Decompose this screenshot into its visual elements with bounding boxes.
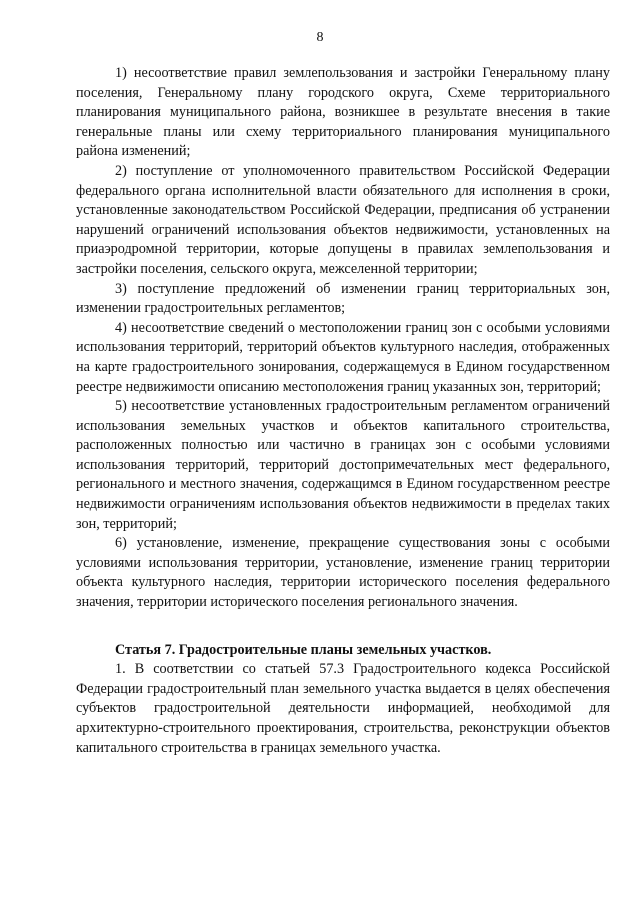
article-heading: Статья 7. Градостроительные планы земельных участков. <box>115 641 492 658</box>
document-body <box>76 64 610 758</box>
list-item-4: 4) несоответствие сведений о местоположении границ зон с особыми условиями использования территорий, территорий объектов культурного наследия, отображенных на карте градостроительного зонирования, содержащемуся в Едином государственном реестре недвижимости описанию местоположения границ указанных зон, территорий; <box>76 319 610 395</box>
list-item-2: 2) поступление от уполномоченного правительством Российской Федерации федерального органа исполнительной власти обязательного для исполнения в сроки, установленные законодательством Российской Федерации, предписания об устранении нарушений ограничений использования объектов недвижимости, установленных на приаэродромной территории, которые допущены в правилах землепользования и застройки поселения, сельского округа, межселенной территории; <box>76 162 610 277</box>
list-item-1: 1) несоответствие правил землепользования и застройки Генеральному плану поселения, Генеральному плану городского округа, Схеме территориального планирования муниципального района, возникшее в результате внесения в такие генеральные планы или схему территориального планирования муниципального района изменений; <box>76 65 610 160</box>
list-item-5: 5) несоответствие установленных градостроительным регламентом ограничений использования земельных участков и объектов капитального строительства, расположенных полностью или частично в границах зон с особыми условиями использования территорий, территорий достопримечательных мест федерального, регионального и местного значения, содержащимся в Едином государственном реестре недвижимости ограничениям использования объектов недвижимости в пределах таких зон, территорий; <box>76 398 610 532</box>
list-item-6: 6) установление, изменение, прекращение существования зоны с особыми условиями использования территории, установление, изменение границ территории объекта культурного наследия, территории исторического поселения федерального значения, территории исторического поселения регионального значения. <box>76 535 610 611</box>
page-number: 8 <box>316 30 324 45</box>
article-paragraph: 1. В соответствии со статьей 57.3 Градостроительного кодекса Российской Федерации градостроительный план земельного участка выдается в целях обеспечения субъектов градостроительной деятельности информацией, необходимой для архитектурно-строительного проектирования, строительства, реконструкции объектов капитального строительства в границах земельного участка. <box>76 661 610 756</box>
list-item-3: 3) поступление предложений об изменении границ территориальных зон, изменении градостроительных регламентов; <box>76 280 610 317</box>
